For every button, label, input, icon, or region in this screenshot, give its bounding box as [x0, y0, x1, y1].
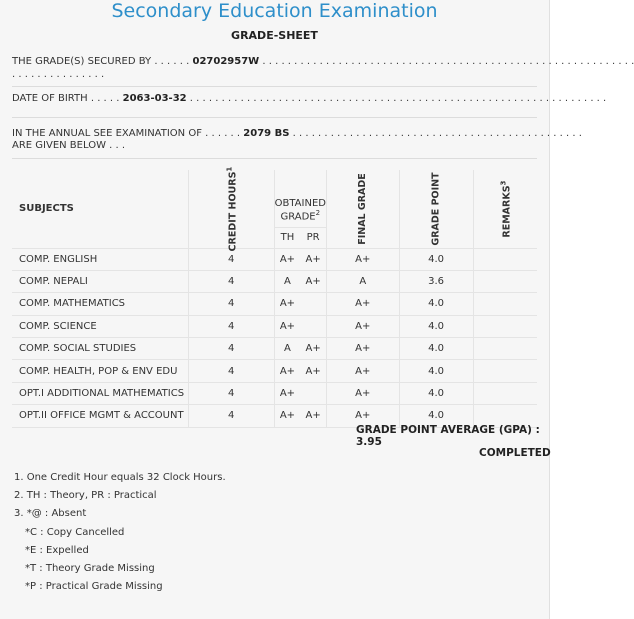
table-header-row — [12, 170, 537, 227]
remarks-cell — [473, 338, 537, 360]
separator — [12, 158, 537, 159]
remarks-cell — [473, 270, 537, 292]
table-row — [12, 248, 537, 270]
pr-grade-cell — [300, 315, 326, 337]
exam-year: 2079 BS — [243, 128, 290, 139]
th-grade-cell: A — [274, 270, 300, 292]
remarks-cell — [473, 382, 537, 404]
header-subjects: SUBJECTS — [12, 170, 188, 248]
dob-value: 2063-03-32 — [122, 93, 187, 104]
pr-grade-cell: A+ — [300, 248, 326, 270]
final-grade-cell: A+ — [326, 338, 399, 360]
pr-grade-cell: A+ — [300, 338, 326, 360]
th-grade-cell: A — [274, 338, 300, 360]
final-grade-cell: A+ — [326, 382, 399, 404]
pr-grade-cell — [300, 293, 326, 315]
final-grade-cell: A+ — [326, 405, 399, 427]
table-row — [12, 270, 537, 292]
subject-cell: OPT.I ADDITIONAL MATHEMATICS — [12, 382, 188, 404]
note-th-pr: 2. TH : Theory, PR : Practical — [14, 490, 157, 501]
grade-point-cell: 4.0 — [399, 360, 473, 382]
credit-cell: 4 — [188, 338, 274, 360]
header-remarks: REMARKS$^3$ — [473, 170, 537, 248]
given-below: ARE GIVEN BELOW . . . — [12, 140, 126, 151]
remarks-cell — [473, 360, 537, 382]
remarks-cell — [473, 248, 537, 270]
page-subtitle: GRADE-SHEET — [231, 29, 318, 42]
subject-cell: COMP. MATHEMATICS — [12, 293, 188, 315]
subject-cell: COMP. SCIENCE — [12, 315, 188, 337]
header-final-grade: FINAL GRADE — [326, 170, 399, 248]
grade-point-cell: 4.0 — [399, 248, 473, 270]
page-title: Secondary Education Examination — [111, 0, 438, 22]
grade-point-cell: 4.0 — [399, 293, 473, 315]
credit-cell: 4 — [188, 360, 274, 382]
pr-grade-cell: A+ — [300, 270, 326, 292]
table-row — [12, 338, 537, 360]
header-credit-hours: CREDIT HOURS$^1$ — [188, 170, 274, 248]
remarks-cell — [473, 293, 537, 315]
header-grade-point: GRADE POINT — [399, 170, 473, 248]
grade-point-cell: 4.0 — [399, 315, 473, 337]
status-label: COMPLETED — [479, 447, 551, 459]
table-row — [12, 382, 537, 404]
th-grade-cell: A+ — [274, 405, 300, 427]
header-pr: PR — [300, 227, 326, 248]
secured-label: THE GRADE(S) SECURED BY . . . . . . — [12, 56, 190, 67]
credit-cell: 4 — [188, 382, 274, 404]
pr-grade-cell: A+ — [300, 405, 326, 427]
grade-point-cell: 4.0 — [399, 382, 473, 404]
note-theory-missing: *T : Theory Grade Missing — [25, 563, 155, 574]
header-th: TH — [274, 227, 300, 248]
grades-table — [12, 166, 537, 428]
credit-cell: 4 — [188, 270, 274, 292]
subject-cell: COMP. NEPALI — [12, 270, 188, 292]
exam-row: IN THE ANNUAL SEE EXAMINATION OF . . . . . . 2079 BS . . . . . . . . . . . . . . . . . . . . . . . . . . . . . . . . . . . . . . . . . . . . . . — [12, 128, 582, 139]
th-grade-cell: A+ — [274, 382, 300, 404]
th-grade-cell: A+ — [274, 248, 300, 270]
credit-cell: 4 — [188, 248, 274, 270]
final-grade-cell: A+ — [326, 315, 399, 337]
credit-cell: 4 — [188, 293, 274, 315]
separator — [12, 117, 537, 118]
table-row — [12, 315, 537, 337]
secured-by-row: THE GRADE(S) SECURED BY . . . . . . 02702957W . . . . . . . . . . . . . . . . . . . . . . . . . . . . . . . . . . . . . . . . . . . . . . . . . . . . . . . . . . . — [12, 56, 634, 67]
note-expelled: *E : Expelled — [25, 545, 89, 556]
final-grade-cell: A+ — [326, 248, 399, 270]
subject-cell: COMP. HEALTH, POP & ENV EDU — [12, 360, 188, 382]
dob-label: DATE OF BIRTH . . . . . — [12, 93, 120, 104]
th-grade-cell: A+ — [274, 293, 300, 315]
dots-row: . . . . . . . . . . . . . . . — [12, 69, 105, 80]
symbol-number: 02702957W — [192, 56, 260, 67]
th-grade-cell: A+ — [274, 315, 300, 337]
pr-grade-cell: A+ — [300, 360, 326, 382]
grade-point-cell: 4.0 — [399, 338, 473, 360]
final-grade-cell: A — [326, 270, 399, 292]
credit-cell: 4 — [188, 315, 274, 337]
grade-point-cell: 4.0 — [399, 405, 473, 427]
subject-cell: OPT.II OFFICE MGMT & ACCOUNT — [12, 405, 188, 427]
note-absent: 3. *@ : Absent — [14, 508, 87, 519]
separator — [12, 86, 537, 87]
note-credit-hour: 1. One Credit Hour equals 32 Clock Hours. — [14, 472, 226, 483]
table-row — [12, 360, 537, 382]
gpa-label: GRADE POINT AVERAGE (GPA) : 3.95 — [356, 424, 540, 448]
remarks-cell — [473, 315, 537, 337]
exam-label: IN THE ANNUAL SEE EXAMINATION OF . . . . . . — [12, 128, 241, 139]
final-grade-cell: A+ — [326, 293, 399, 315]
dob-row: DATE OF BIRTH . . . . . 2063-03-32 . . . . . . . . . . . . . . . . . . . . . . . . . . . . . . . . . . . . . . . . . . . . . . . . . . . . . . . . . . . . . . . . . . — [12, 93, 607, 104]
note-copy-cancelled: *C : Copy Cancelled — [25, 527, 125, 538]
header-obtained-grade: OBTAINED GRADE$^2$ — [274, 170, 326, 227]
table-row — [12, 293, 537, 315]
pr-grade-cell — [300, 382, 326, 404]
final-grade-cell: A+ — [326, 360, 399, 382]
subject-cell: COMP. ENGLISH — [12, 248, 188, 270]
subject-cell: COMP. SOCIAL STUDIES — [12, 338, 188, 360]
grade-point-cell: 3.6 — [399, 270, 473, 292]
credit-cell: 4 — [188, 405, 274, 427]
th-grade-cell: A+ — [274, 360, 300, 382]
note-practical-missing: *P : Practical Grade Missing — [25, 581, 163, 592]
